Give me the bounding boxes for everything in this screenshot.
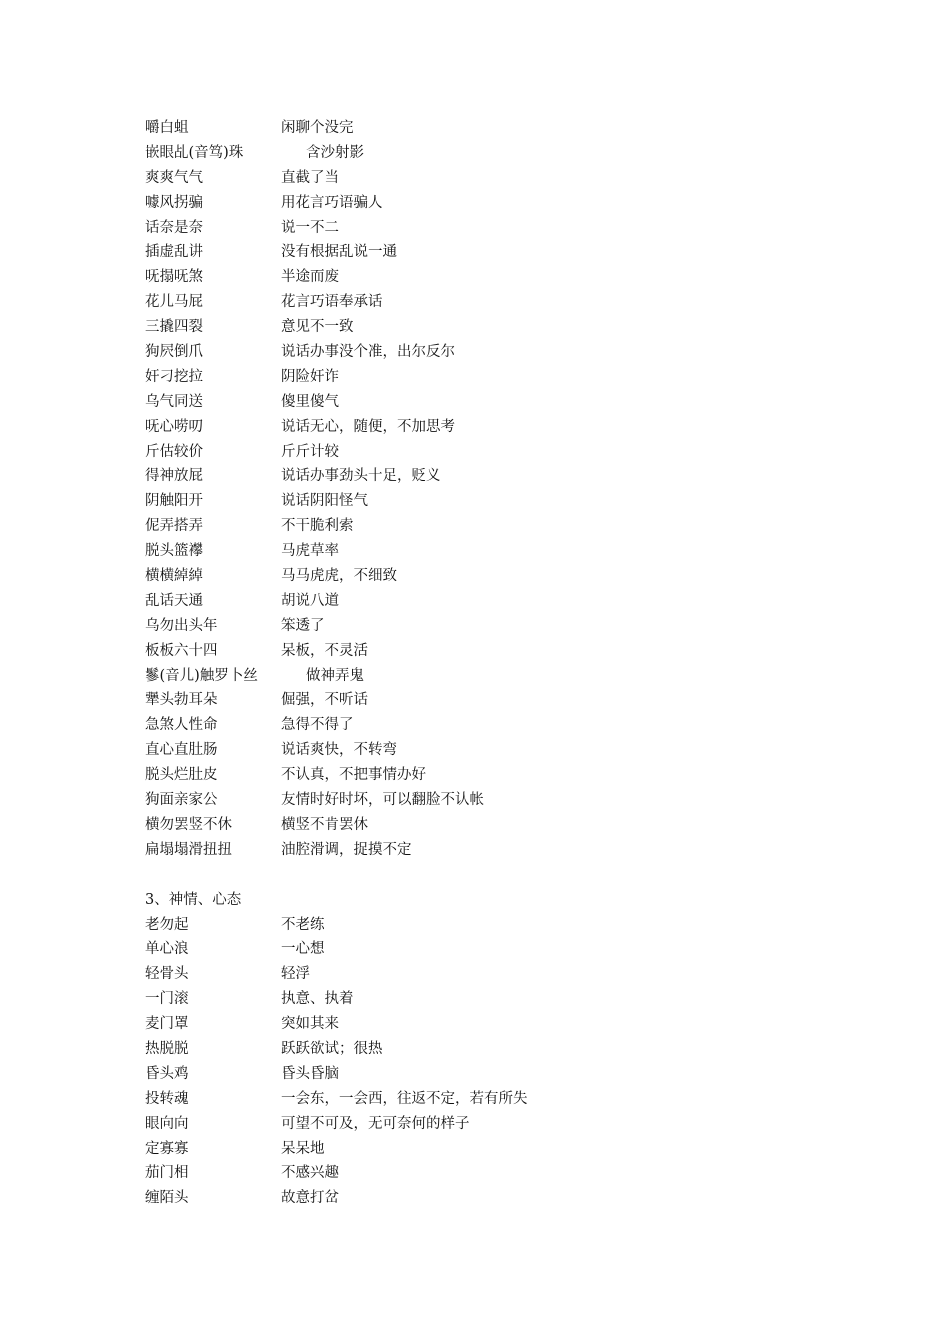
vocab-term: 脱头篮襻	[145, 543, 203, 560]
vocab-entry	[145, 539, 865, 564]
vocab-meaning: 友情时好时坏，可以翻脸不认帐	[281, 792, 484, 809]
vocab-meaning: 说话办事劲头十足，贬义	[281, 468, 441, 485]
vocab-meaning: 昏头昏脑	[281, 1065, 339, 1082]
vocab-entry	[145, 166, 865, 191]
vocab-term: 乌气同送	[145, 393, 203, 410]
vocab-entry	[145, 838, 865, 863]
vocabulary-list-part1	[145, 116, 865, 863]
vocab-term: 鬖(音儿)触罗卜丝	[145, 667, 258, 684]
vocab-meaning: 傻里傻气	[281, 393, 339, 410]
vocab-term: 乌勿出头年	[145, 617, 218, 634]
vocab-entry	[145, 315, 865, 340]
vocab-meaning: 急得不得了	[281, 717, 354, 734]
vocab-term: 茄门相	[145, 1165, 189, 1182]
vocab-entry	[145, 987, 865, 1012]
vocab-meaning: 说一不二	[281, 219, 339, 236]
vocab-meaning: 倔强，不听话	[281, 692, 368, 709]
vocab-term: 爽爽气气	[145, 169, 203, 186]
vocab-entry	[145, 191, 865, 216]
vocab-entry	[145, 290, 865, 315]
vocab-meaning: 没有根据乱说一通	[281, 244, 397, 261]
vocab-meaning: 不认真，不把事情办好	[281, 767, 426, 784]
vocab-entry	[145, 738, 865, 763]
vocab-meaning: 可望不可及，无可奈何的样子	[281, 1115, 470, 1132]
vocab-term: 乱话天通	[145, 592, 203, 609]
vocab-term: 一门滚	[145, 991, 189, 1008]
vocab-meaning: 斤斤计较	[281, 443, 339, 460]
vocab-entry	[145, 1087, 865, 1112]
document-page	[145, 116, 865, 1211]
vocab-meaning: 呆呆地	[281, 1140, 325, 1157]
vocab-entry	[145, 464, 865, 489]
vocab-meaning: 油腔滑调，捉摸不定	[281, 841, 412, 858]
vocab-entry	[145, 365, 865, 390]
vocab-term: 单心浪	[145, 941, 189, 958]
vocab-meaning: 马虎草率	[281, 543, 339, 560]
vocab-term: 呒心唠叨	[145, 418, 203, 435]
vocab-meaning: 跃跃欲试；很热	[281, 1040, 383, 1057]
vocab-meaning: 不老练	[281, 916, 325, 933]
vocab-entry	[145, 514, 865, 539]
vocab-meaning: 马马虎虎，不细致	[281, 568, 397, 585]
vocab-entry	[145, 1137, 865, 1162]
vocab-meaning: 说话办事没个准，出尔反尔	[281, 344, 455, 361]
vocab-entry	[145, 1037, 865, 1062]
vocab-term: 直心直肚肠	[145, 742, 218, 759]
vocab-term: 麦门罩	[145, 1016, 189, 1033]
vocab-term: 脱头烂肚皮	[145, 767, 218, 784]
vocab-term: 定寡寡	[145, 1140, 189, 1157]
vocab-entry	[145, 340, 865, 365]
vocab-term: 板板六十四	[145, 642, 218, 659]
vocab-term: 斤估较价	[145, 443, 203, 460]
vocab-entry	[145, 664, 865, 689]
vocab-entry	[145, 216, 865, 241]
vocab-entry	[145, 763, 865, 788]
vocab-term: 三撬四裂	[145, 319, 203, 336]
vocab-term: 投转魂	[145, 1090, 189, 1107]
vocab-term: 狗面亲家公	[145, 792, 218, 809]
vocab-term: 花儿马屁	[145, 294, 203, 311]
vocab-meaning: 一会东，一会西，往返不定，若有所失	[281, 1090, 528, 1107]
vocab-term: 犟头勃耳朵	[145, 692, 218, 709]
vocab-term: 话奈是奈	[145, 219, 203, 236]
vocab-term: 得神放屁	[145, 468, 203, 485]
vocab-term: 插虚乱讲	[145, 244, 203, 261]
vocab-entry	[145, 1112, 865, 1137]
vocab-term: 噱风拐骗	[145, 194, 203, 211]
vocab-meaning: 胡说八道	[281, 592, 339, 609]
vocab-term: 嵌眼乩(音笃)珠	[145, 144, 244, 161]
vocab-entry	[145, 937, 865, 962]
vocab-meaning: 轻浮	[281, 966, 310, 983]
vocab-meaning: 半途而废	[281, 269, 339, 286]
vocab-term: 奸刁挖拉	[145, 368, 203, 385]
section-heading: 3、神情、心态	[145, 891, 242, 908]
vocab-meaning: 不感兴趣	[281, 1165, 339, 1182]
vocab-entry	[145, 489, 865, 514]
vocab-entry	[145, 116, 865, 141]
vocab-entry	[145, 1186, 865, 1211]
vocab-entry	[145, 813, 865, 838]
vocab-term: 嚼白蛆	[145, 120, 189, 136]
vocab-entry	[145, 415, 865, 440]
vocab-meaning: 不干脆利索	[281, 518, 354, 535]
vocab-meaning: 说话爽快，不转弯	[281, 742, 397, 759]
vocab-entry	[145, 390, 865, 415]
vocab-entry	[145, 788, 865, 813]
vocab-term: 狗屄倒爪	[145, 344, 203, 361]
vocab-entry	[145, 1012, 865, 1037]
blank-line	[145, 863, 865, 888]
vocab-term: 轻骨头	[145, 966, 189, 983]
vocab-meaning: 阴险奸诈	[281, 368, 339, 385]
vocab-meaning: 笨透了	[281, 617, 325, 634]
vocab-meaning: 做神弄鬼	[306, 667, 364, 684]
vocab-meaning: 含沙射影	[306, 144, 364, 161]
vocab-term: 昏头鸡	[145, 1065, 189, 1082]
vocab-term: 扁塌塌滑扭扭	[145, 841, 232, 858]
vocab-meaning: 横竖不肯罢休	[281, 816, 368, 833]
vocab-entry	[145, 1161, 865, 1186]
vocab-meaning: 用花言巧语骗人	[281, 194, 383, 211]
vocab-term: 横横綽綽	[145, 568, 203, 585]
vocab-term: 缠陌头	[145, 1190, 189, 1207]
vocab-term: 阴触阳开	[145, 493, 203, 510]
vocab-entry	[145, 265, 865, 290]
vocab-entry	[145, 564, 865, 589]
vocab-meaning: 说话阴阳怪气	[281, 493, 368, 510]
vocab-entry	[145, 713, 865, 738]
vocab-meaning: 突如其来	[281, 1016, 339, 1033]
vocab-entry	[145, 141, 865, 166]
vocab-entry	[145, 589, 865, 614]
vocab-entry	[145, 913, 865, 938]
vocab-meaning: 一心想	[281, 941, 325, 958]
vocab-entry	[145, 240, 865, 265]
vocab-entry	[145, 1062, 865, 1087]
vocab-meaning: 闲聊个没完	[281, 120, 354, 136]
vocab-meaning: 意见不一致	[281, 319, 354, 336]
vocab-term: 呒搨呒煞	[145, 269, 203, 286]
vocab-term: 伲弄搭弄	[145, 518, 203, 535]
vocab-entry	[145, 962, 865, 987]
vocab-term: 急煞人性命	[145, 717, 218, 734]
vocab-term: 横勿罢竖不休	[145, 816, 232, 833]
vocab-term: 热脱脱	[145, 1040, 189, 1057]
vocab-entry	[145, 440, 865, 465]
vocab-term: 老勿起	[145, 916, 189, 933]
vocab-meaning: 说话无心，随便，不加思考	[281, 418, 455, 435]
vocab-meaning: 执意、执着	[281, 991, 354, 1008]
vocab-entry	[145, 688, 865, 713]
vocab-meaning: 呆板，不灵活	[281, 642, 368, 659]
vocab-entry	[145, 639, 865, 664]
vocab-meaning: 花言巧语奉承话	[281, 294, 383, 311]
vocab-term: 眼向向	[145, 1115, 189, 1132]
vocab-entry	[145, 614, 865, 639]
vocabulary-list-part2	[145, 913, 865, 1212]
vocab-meaning: 故意打岔	[281, 1190, 339, 1207]
vocab-meaning: 直截了当	[281, 169, 339, 186]
